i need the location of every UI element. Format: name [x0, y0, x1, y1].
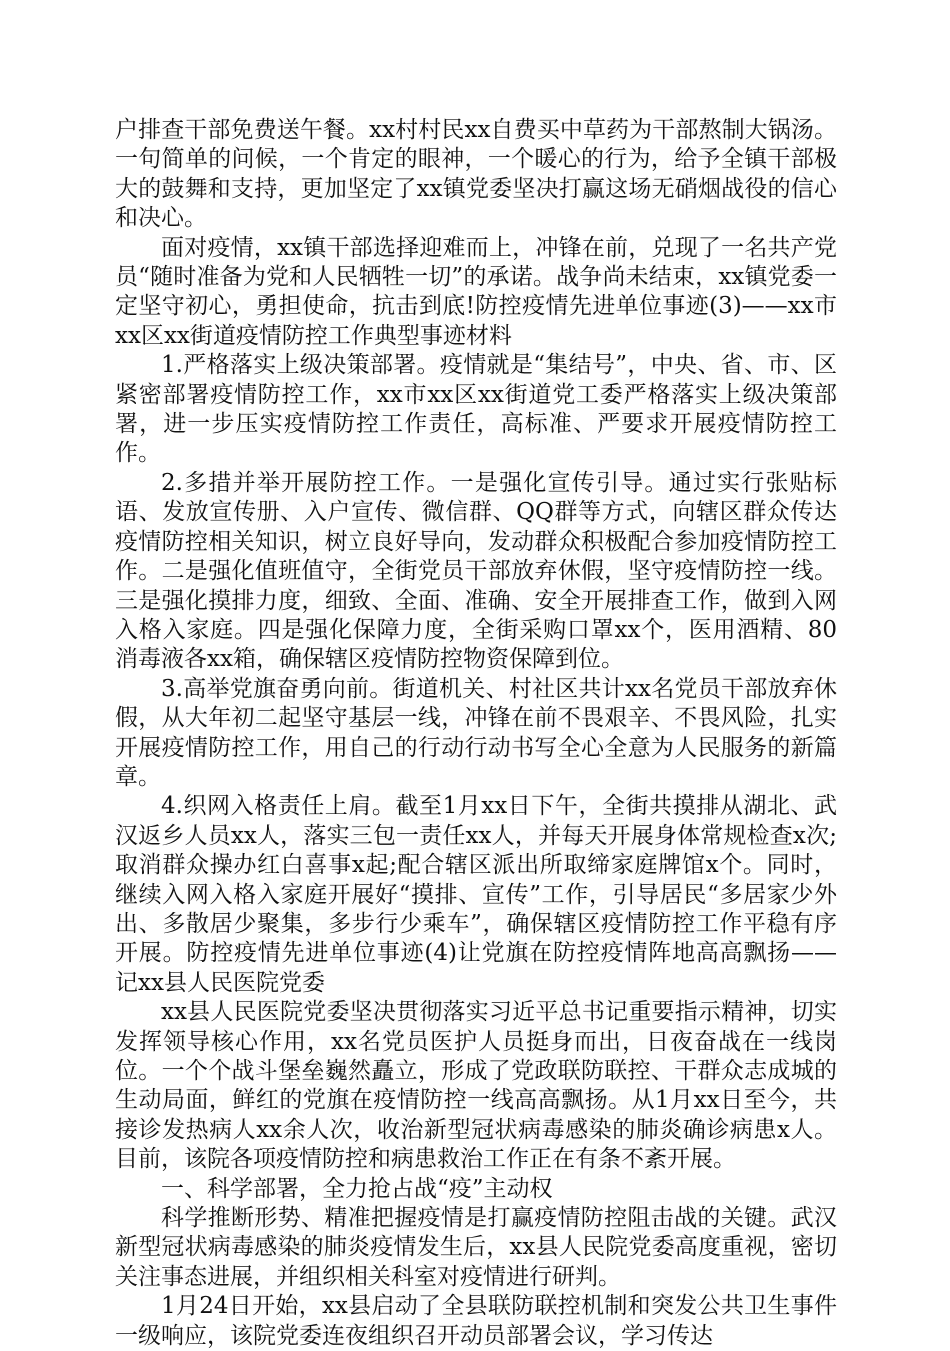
paragraph-2: 面对疫情，xx镇干部选择迎难而上，冲锋在前，兑现了一名共产党员“随时准备为党和人民牺牲一切”的承诺。战争尚未结束，xx镇党委一定坚守初心，勇担使命，抗击到底!防控疫情先进单位事迹(3)——xx市xx区xx街道疫情防控工作典型事迹材料: [115, 234, 837, 349]
paragraph-5: 3.高举党旗奋勇向前。街道机关、村社区共计xx名党员干部放弃休假，从大年初二起坚守基层一线，冲锋在前不畏艰辛、不畏风险，扎实开展疫情防控工作，用自己的行动行动书写全心全意为人民服务的新篇章。: [115, 675, 837, 790]
paragraph-8: 科学推断形势、精准把握疫情是打赢疫情防控阻击战的关键。武汉新型冠状病毒感染的肺炎疫情发生后，xx县人民院党委高度重视，密切关注事态进展，并组织相关科室对疫情进行研判。: [115, 1205, 837, 1290]
section-heading: 一、科学部署，全力抢占战“疫”主动权: [161, 1175, 553, 1202]
paragraph-3: 1.严格落实上级决策部署。疫情就是“集结号”，中央、省、市、区紧密部署疫情防控工作，xx市xx区xx街道党工委严格落实上级决策部署，进一步压实疫情防控工作责任，高标准、严要求开展疫情防控工作。: [115, 352, 837, 467]
paragraph-4: 2.多措并举开展防控工作。一是强化宣传引导。通过实行张贴标语、发放宣传册、入户宣传、微信群、QQ群等方式，向辖区群众传达疫情防控相关知识，树立良好导向，发动群众积极配合参加疫情防控工作。二是强化值班值守，全街党员干部放弃休假，坚守疫情防控一线。三是强化摸排力度，细致、全面、准确、安全开展排查工作，做到入网入格入家庭。四是强化保障力度，全街采购口罩xx个，医用酒精、80消毒液各xx箱，确保辖区疫情防控物资保障到位。: [115, 469, 837, 673]
document-page: [115, 116, 837, 1351]
paragraph-7: xx县人民医院党委坚决贯彻落实习近平总书记重要指示精神，切实发挥领导核心作用，xx名党员医护人员挺身而出，日夜奋战在一线岗位。一个个战斗堡垒巍然矗立，形成了党政联防联控、干群众志成城的生动局面，鲜红的党旗在疫情防控一线高高飘扬。从1月xx日至今，共接诊发热病人xx余人次，收治新型冠状病毒感染的肺炎确诊病患x人。目前，该院各项疫情防控和病患救治工作正在有条不紊开展。: [115, 999, 837, 1173]
paragraph-9: 1月24日开始，xx县启动了全县联防联控机制和突发公共卫生事件一级响应，该院党委连夜组织召开动员部署会议，学习传达: [115, 1293, 837, 1349]
paragraph-1: 户排查干部免费送午餐。xx村村民xx自费买中草药为干部熬制大锅汤。一句简单的问候，一个肯定的眼神，一个暖心的行为，给予全镇干部极大的鼓舞和支持，更加坚定了xx镇党委坚决打赢这场无硝烟战役的信心和决心。: [115, 117, 837, 232]
paragraph-6: 4.织网入格责任上肩。截至1月xx日下午，全街共摸排从湖北、武汉返乡人员xx人，落实三包一责任xx人，并每天开展身体常规检查x次;取消群众操办红白喜事x起;配合辖区派出所取缔家庭牌馆x个。同时，继续入网入格入家庭开展好“摸排、宣传”工作，引导居民“多居家少外出、多散居少聚集，多步行少乘车”，确保辖区疫情防控工作平稳有序开展。防控疫情先进单位事迹(4)让党旗在防控疫情阵地高高飘扬——记xx县人民医院党委: [115, 793, 837, 996]
